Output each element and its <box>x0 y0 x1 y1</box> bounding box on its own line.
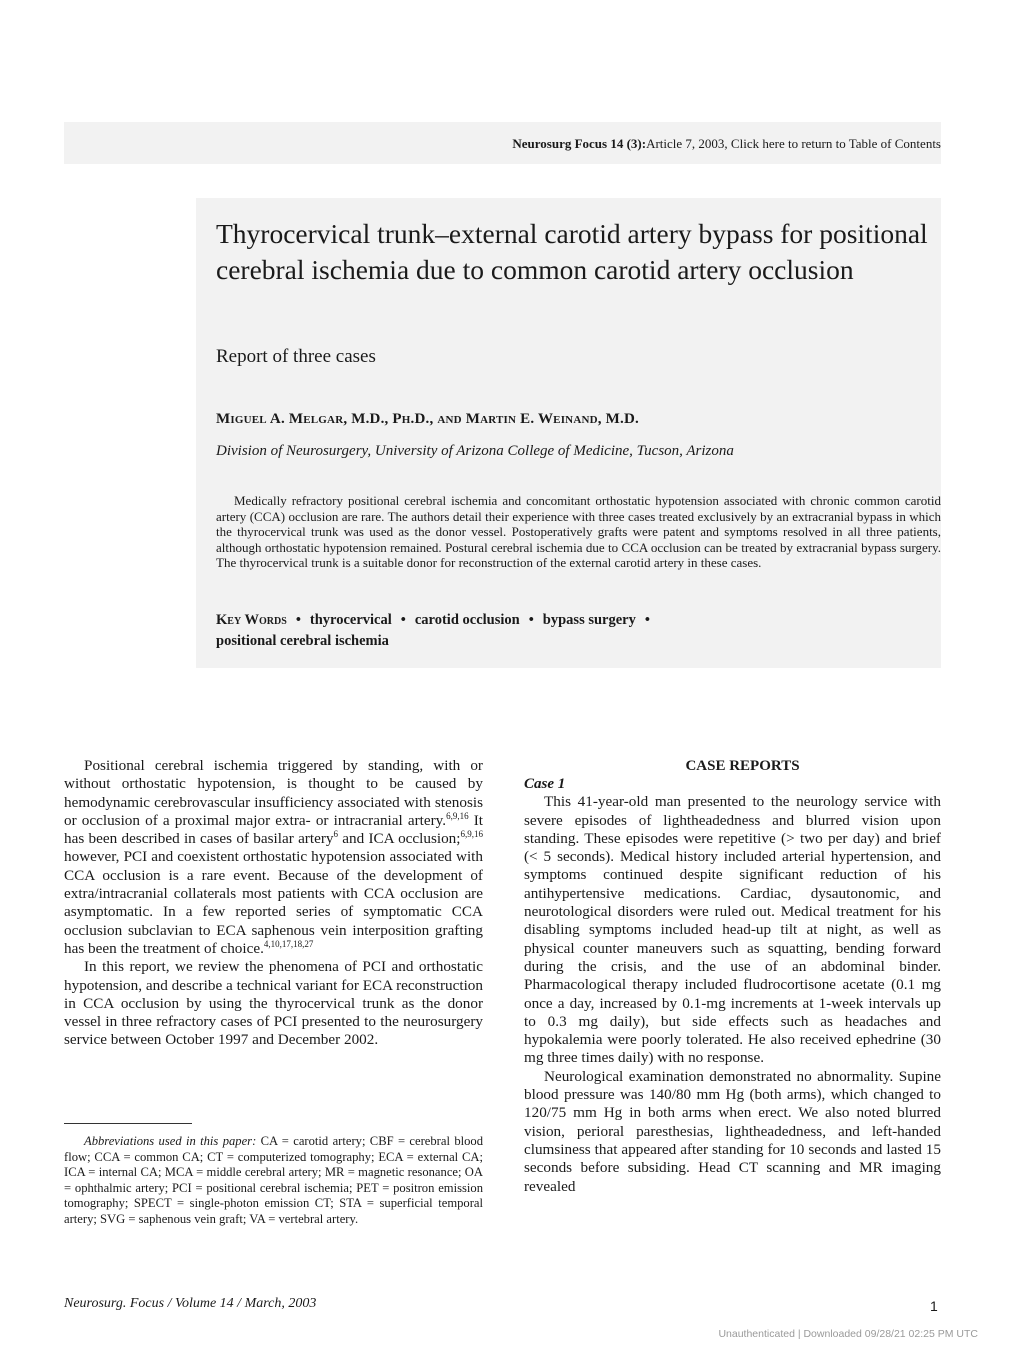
keyword: carotid occlusion <box>414 612 520 628</box>
case-paragraph: Neurological examination demonstrated no abnormality. Supine blood pressure was 140/80 mm Hg (both arms), which changed to 120/75 mm Hg in both arms when erect. We also noted blurred vision, perioral paresthesias, lightheadedness, and left-handed clumsiness that appeared after standing for 10 seconds and lasted 15 seconds before subsiding. Head CT scanning and MR imaging revealed <box>524 1067 941 1195</box>
intro-text: Positional cerebral ischemia triggered by standing, with or without orthostatic hypotension, is thought to be caused by hemodynamic cerebrovascular insufficiency associated with stenosis or occlusion of a proximal major extra- or intracranial artery. <box>64 757 483 829</box>
left-column <box>64 757 483 1050</box>
keyword-bullet: • <box>644 612 650 628</box>
keywords-label: Key Words <box>216 612 287 628</box>
intro-text: It has been described in cases of basilar artery <box>64 811 483 848</box>
article-title: Thyrocervical trunk–external carotid artery bypass for positional cerebral ischemia due to common carotid artery occlusion <box>216 218 928 285</box>
running-header <box>64 136 941 152</box>
article-subtitle: Report of three cases <box>216 346 376 367</box>
download-note: Unauthenticated | Downloaded 09/28/21 02:25 PM UTC <box>718 1328 978 1340</box>
keyword: thyrocervical <box>309 612 392 628</box>
keyword: positional cerebral ischemia <box>216 633 389 649</box>
abbreviations-text: CA = carotid artery; CBF = cerebral blood flow; CCA = common CA; CT = computerized tomography; ECA = external CA; ICA = internal CA; MCA = middle cerebral artery; MR = magnetic resonance; OA = ophthalmic artery; PCI = positional cerebral ischemia; PET = positron emission tomography; SPECT = single-photon emission CT; STA = superficial temporal artery; SVG = saphenous vein graft; VA = vertebral artery. <box>64 1134 483 1226</box>
citation-ref[interactable]: 6,9,16 <box>460 829 483 840</box>
author-list: Miguel A. Melgar, M.D., Ph.D., and Martin E. Weinand, M.D. <box>216 411 639 427</box>
case-paragraph: This 41-year-old man presented to the neurology service with severe episodes of lightheadedness and blurred vision upon standing. These episodes were repetitive (> two per day) and brief (< 5 seconds). Medical history included arterial hypertension, and symptoms continued despite significant reduction of his antihypertensive medications. Cardiac, dysautonomic, and neurotological disorders were ruled out. Medical treatment for his disabling symptoms included head-up tilt at night, as well as physical counter maneuvers such as squatting, bending forward during the crisis, and the use of an abdominal binder. Pharmacological therapy included fludrocortisone acetate (0.1 mg once a day, increased by 0.1-mg increments at 1-week intervals up to 0.3 mg daily), but side effects such as headaches and hypokalemia were poorly tolerated. He also received ephedrine (30 mg three times daily) with no response. <box>524 793 941 1067</box>
keyword-bullet: • <box>400 612 406 628</box>
abbreviations-footnote <box>64 1134 483 1228</box>
keyword-bullet: • <box>528 612 534 628</box>
journal-reference[interactable]: Neurosurg Focus 14 (3): <box>512 136 647 151</box>
footnote-divider <box>64 1123 192 1124</box>
intro-text: and ICA occlusion; <box>337 830 461 848</box>
case-heading: Case 1 <box>524 776 566 792</box>
author-affiliation: Division of Neurosurgery, University of Arizona College of Medicine, Tucson, Arizona <box>216 443 734 459</box>
section-heading: CASE REPORTS <box>685 758 800 774</box>
intro-text: however, PCI and coexistent orthostatic hypotension associated with CCA occlusion is a rare event. Because of the development of extra/intracranial collaterals most patients with CCA occlusion are asymptomatic. In a few reported series of symptomatic CCA occlusion subclavian to ECA saphenous vein interposition grafting has been the treatment of choice. <box>64 848 483 957</box>
keywords <box>216 610 941 652</box>
article-info-link[interactable]: Article 7, 2003, Click here to return to Table of Contents <box>646 136 941 151</box>
page-number: 1 <box>930 1298 938 1314</box>
citation-ref[interactable]: 4,10,17,18,27 <box>263 938 314 949</box>
intro-paragraph <box>64 757 483 958</box>
right-column <box>524 757 941 1196</box>
intro-paragraph: In this report, we review the phenomena of PCI and orthostatic hypotension, and describe a technical variant for ECA reconstruction in CCA occlusion by using the thyrocervical trunk as the donor vessel in three refractory cases of PCI presented to the neurosurgery service between October 1997 and December 2002. <box>64 958 483 1049</box>
citation-ref[interactable]: 6,9,16 <box>446 810 469 821</box>
abstract: Medically refractory positional cerebral ischemia and concomitant orthostatic hypotension associated with chronic common carotid artery (CCA) occlusion are rare. The authors detail their experience with three cases treated exclusively by an extracranial bypass in which the thyrocervical trunk was used as the donor vessel. Postoperatively grafts were patent and symptoms resolved in all three patients, although orthostatic hypotension remained. Postural cerebral ischemia due to CCA occlusion can be treated by extracranial bypass surgery. The thyrocervical trunk is a suitable donor for reconstruction of the external carotid artery in these cases. <box>216 493 941 571</box>
keyword-bullet: • <box>295 612 301 628</box>
footer-citation: Neurosurg. Focus / Volume 14 / March, 2003 <box>64 1296 317 1311</box>
keyword: bypass surgery <box>542 612 636 628</box>
citation-ref[interactable]: 6 <box>333 829 338 840</box>
abbreviations-label: Abbreviations used in this paper: <box>84 1134 257 1148</box>
